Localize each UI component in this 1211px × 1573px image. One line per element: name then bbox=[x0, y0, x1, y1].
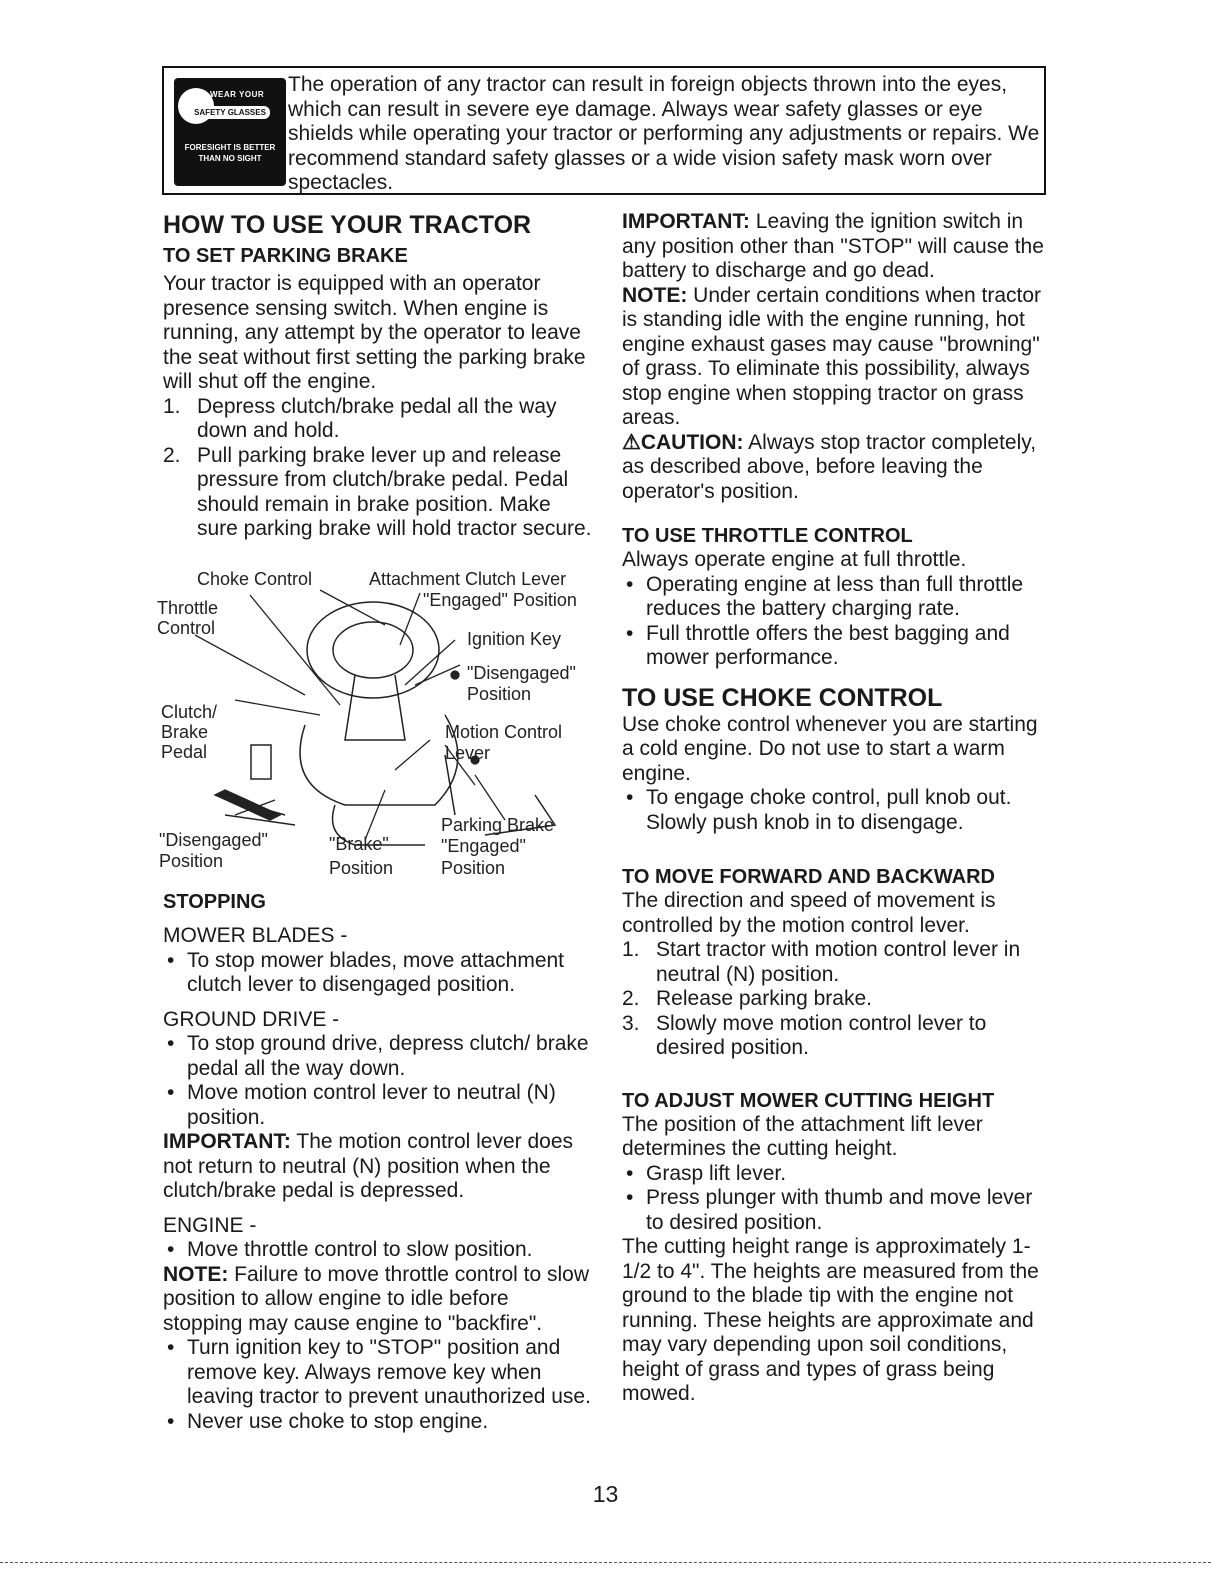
list-item: 2. Release parking brake. bbox=[622, 987, 872, 1010]
position-pb-label: Position bbox=[441, 858, 506, 878]
safety-glasses-logo bbox=[174, 78, 286, 186]
list-item: • Grasp lift lever. bbox=[626, 1161, 787, 1185]
stopping-heading: STOPPING bbox=[163, 891, 266, 913]
brake-label: Brake bbox=[161, 722, 209, 742]
list-item: • Full throttle offers the best bagging and mower performance. bbox=[626, 621, 1010, 669]
list-item: 3. Slowly move motion control lever to desired position. bbox=[622, 1011, 987, 1059]
page-title: HOW TO USE YOUR TRACTOR bbox=[163, 211, 532, 239]
caution-note: ⚠CAUTION: Always stop tractor completely, as described above, before leaving the operator's position. bbox=[622, 430, 1037, 503]
list-item: • Operating engine at less than full throttle reduces the battery charging rate. bbox=[626, 572, 1024, 620]
parking-brake-intro: Your tractor is equipped with an operator presence sensing switch. When engine is running, any attempt by the operator to leave the seat without first setting the parking brake will shut off the engine. bbox=[163, 272, 586, 393]
note-browning: NOTE: Under certain conditions when tractor is standing idle with the engine running, hot engine exhaust gases may cause "browning" of grass. To eliminate this possibility, always stop engine when stopping tractor on grass areas. bbox=[622, 283, 1042, 429]
logo-line-1: WEAR YOUR bbox=[210, 90, 265, 99]
right-column bbox=[622, 210, 1052, 1407]
important-note: IMPORTANT: The motion control lever does not return to neutral (N) position when the clutch/brake pedal is depressed. bbox=[163, 1130, 574, 1202]
safety-warning-box bbox=[162, 66, 1046, 195]
logo-line-3: FORESIGHT IS BETTER bbox=[184, 143, 276, 152]
stopping-section bbox=[163, 890, 593, 1434]
choke-intro: Use choke control whenever you are starting a cold engine. Do not use to start a warm engine. bbox=[622, 712, 1038, 785]
ground-drive-label: GROUND DRIVE - bbox=[163, 1007, 340, 1031]
disengaged-right-label: "Disengaged" bbox=[467, 663, 576, 683]
list-item: • Move motion control lever to neutral (N) position. bbox=[167, 1081, 556, 1129]
parking-brake-label: Parking Brake bbox=[441, 815, 555, 835]
list-item: • Move throttle control to slow position. bbox=[167, 1238, 533, 1261]
choke-heading: TO USE CHOKE CONTROL bbox=[622, 683, 943, 712]
list-item: 2. Pull parking brake lever up and release pressure from clutch/brake pedal. Pedal should remain in brake position. Make sure parking brake will hold tractor secure. bbox=[163, 443, 592, 540]
ignition-key-label: Ignition Key bbox=[467, 629, 562, 649]
throttle-label: Throttle bbox=[157, 598, 219, 618]
position-mid-label: Position bbox=[329, 858, 394, 878]
warning-text: The operation of any tractor can result in foreign objects thrown into the eyes, which can result in severe eye damage. Always wear safety glasses or eye shields while operating your tractor or performing any adjustments or repairs. We recommend standard safety glasses or a wide vision safety mask worn over spectacles. bbox=[288, 73, 1040, 194]
engine-label: ENGINE - bbox=[163, 1213, 257, 1237]
position-left-label: Position bbox=[159, 851, 224, 871]
cutting-height-heading: TO ADJUST MOWER CUTTING HEIGHT bbox=[622, 1089, 995, 1112]
page-number: 13 bbox=[592, 1481, 619, 1507]
cutting-height-outro: The cutting height range is approximately 1-1/2 to 4". The heights are measured from the ground to the blade tip with the engine not running. These heights are approximate and may vary depending upon soil conditions, height of grass and types of grass being mowed. bbox=[622, 1235, 1039, 1405]
brake-position-label: "Brake" bbox=[329, 834, 389, 854]
list-item: 1. Start tractor with motion control lever in neutral (N) position. bbox=[622, 938, 1021, 986]
disengaged-left-label: "Disengaged" bbox=[159, 830, 268, 850]
throttle-intro: Always operate engine at full throttle. bbox=[622, 548, 967, 571]
list-item: • Never use choke to stop engine. bbox=[167, 1409, 489, 1433]
list-item: • Press plunger with thumb and move lever to desired position. bbox=[626, 1186, 1033, 1234]
move-intro: The direction and speed of movement is controlled by the motion control lever. bbox=[622, 889, 996, 937]
engaged-position-label: "Engaged" Position bbox=[423, 590, 577, 610]
control-label: Control bbox=[157, 618, 216, 638]
engine-note: NOTE: Failure to move throttle control to slow position to allow engine to idle before stopping may cause engine to "backfire". bbox=[163, 1262, 589, 1335]
list-item: • To stop mower blades, move attachment clutch lever to disengaged position. bbox=[167, 948, 565, 996]
move-heading: TO MOVE FORWARD AND BACKWARD bbox=[622, 866, 995, 888]
caution-icon: ⚠ bbox=[622, 430, 641, 454]
parking-brake-steps bbox=[163, 395, 593, 542]
motion-control-label: Motion Control bbox=[445, 722, 563, 742]
list-item: • Turn ignition key to "STOP" position and remove key. Always remove key when leaving tractor to prevent unauthorized use. bbox=[167, 1336, 591, 1408]
lever-label: Lever bbox=[445, 743, 491, 763]
pedal-label: Pedal bbox=[161, 742, 208, 762]
logo-line-2: SAFETY GLASSES bbox=[190, 106, 270, 119]
attachment-lever-label: Attachment Clutch Lever bbox=[369, 569, 567, 589]
mower-blades-label: MOWER BLADES - bbox=[163, 924, 348, 947]
parking-brake-heading: TO SET PARKING BRAKE bbox=[163, 245, 408, 267]
tractor-controls-diagram bbox=[155, 565, 595, 885]
logo-line-4: THAN NO SIGHT bbox=[198, 154, 262, 163]
position-right-label: Position bbox=[467, 684, 532, 704]
list-item: • To engage choke control, pull knob out. Slowly push knob in to disengage. bbox=[626, 786, 1012, 834]
choke-control-label: Choke Control bbox=[197, 569, 313, 589]
throttle-heading: TO USE THROTTLE CONTROL bbox=[622, 525, 913, 547]
list-item: 1. Depress clutch/brake pedal all the way down and hold. bbox=[163, 394, 557, 442]
list-item: • To stop ground drive, depress clutch/ brake pedal all the way down. bbox=[167, 1032, 589, 1080]
clutch-label: Clutch/ bbox=[161, 702, 218, 722]
important-ignition: IMPORTANT: Leaving the ignition switch in any position other than "STOP" will cause the battery to discharge and go dead. bbox=[622, 210, 1044, 282]
engaged-quoted-label: "Engaged" bbox=[441, 836, 526, 856]
left-column bbox=[163, 210, 593, 542]
bottom-divider bbox=[0, 1562, 1211, 1563]
cutting-height-intro: The position of the attachment lift lever determines the cutting height. bbox=[622, 1112, 983, 1160]
